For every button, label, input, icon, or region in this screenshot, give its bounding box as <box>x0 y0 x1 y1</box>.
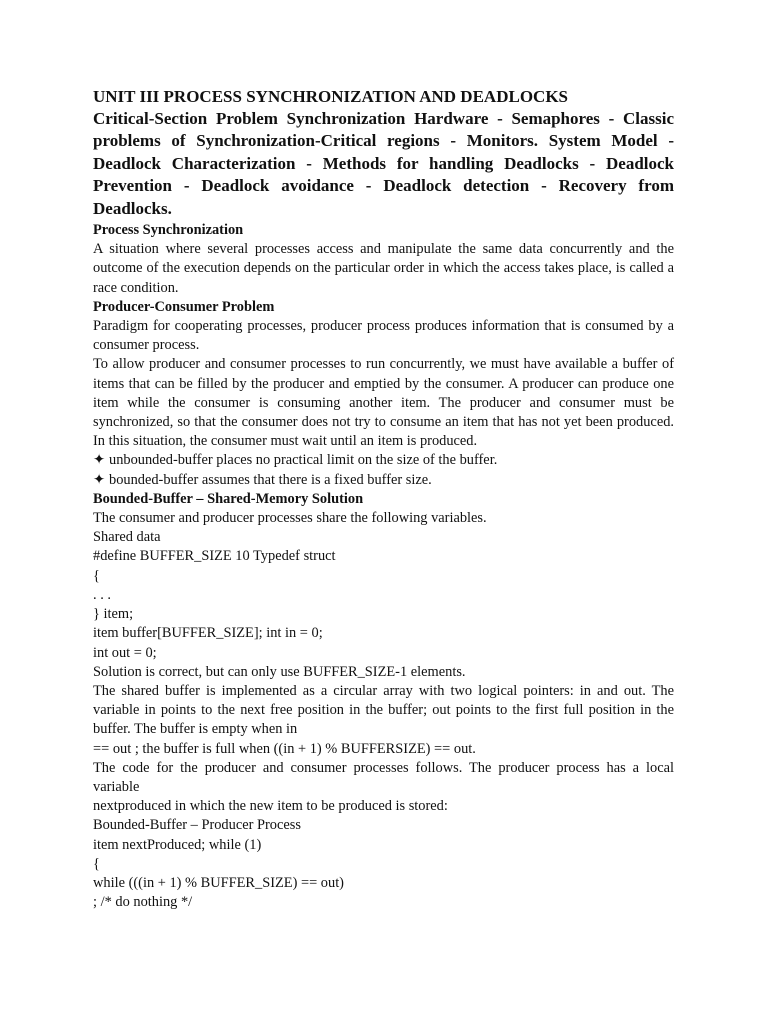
text-line: == out ; the buffer is full when ((in + 1) % BUFFERSIZE) == out. <box>93 740 476 757</box>
bullet-text: unbounded-buffer places no practical limit on the size of the buffer. <box>109 452 498 469</box>
bullet-bounded <box>93 471 674 490</box>
code-line: int out = 0; <box>93 644 157 661</box>
star-bullet-icon: ✦ <box>93 471 106 488</box>
paragraph-circular-array: The shared buffer is implemented as a circular array with two logical pointers: in and out. The variable in points to the next free position in the buffer; out points to the first full position in the buffer. The buffer is empty when in <box>93 682 674 738</box>
text-line: Bounded-Buffer – Producer Process <box>93 817 301 834</box>
bullet-unbounded <box>93 451 674 470</box>
code-line: ; /* do nothing */ <box>93 894 193 911</box>
paragraph-producer-code: The code for the producer and consumer processes follows. The producer process has a local variable <box>93 759 674 795</box>
code-line: { <box>93 855 100 872</box>
paragraph-concurrency: To allow producer and consumer processes to run concurrently, we must have available a buffer of items that can be filled by the producer and emptied by the consumer. A producer can produce one item while the consumer is consuming another item. The producer and consumer must be synchronized, so that the consumer does not try to consume an item that has not yet been produced. In this situation, the consumer must wait until an item is produced. <box>93 356 674 450</box>
document-page <box>93 86 674 912</box>
code-line: while (((in + 1) % BUFFER_SIZE) == out) <box>93 874 344 891</box>
code-line: #define BUFFER_SIZE 10 Typedef struct <box>93 548 336 565</box>
text-line: The consumer and producer processes share the following variables. <box>93 510 487 527</box>
text-line: nextproduced in which the new item to be produced is stored: <box>93 798 448 815</box>
bullet-text: bounded-buffer assumes that there is a fixed buffer size. <box>109 471 432 488</box>
code-line: { <box>93 567 100 584</box>
paragraph-race-condition: A situation where several processes access and manipulate the same data concurrently and the outcome of the execution depends on the particular order in which the access takes place, is called a race condition. <box>93 241 674 296</box>
code-line: item nextProduced; while (1) <box>93 836 262 853</box>
paragraph-paradigm: Paradigm for cooperating processes, producer process produces information that is consumed by a consumer process. <box>93 318 674 354</box>
code-line: } item; <box>93 606 134 623</box>
text-line: Solution is correct, but can only use BUFFER_SIZE-1 elements. <box>93 663 466 680</box>
unit-topics: Critical-Section Problem Synchronization Hardware - Semaphores - Classic problems of Synchronization-Critical regions - Monitors. System Model - Deadlock Characterization - Methods for handling Deadlocks - Deadlock Prevention - Deadlock avoidance - Deadlock detection - Recovery from Deadlocks. <box>93 109 674 218</box>
unit-title: UNIT III PROCESS SYNCHRONIZATION AND DEADLOCKS <box>93 87 568 106</box>
code-line: . . . <box>93 586 111 603</box>
code-line: item buffer[BUFFER_SIZE]; int in = 0; <box>93 625 323 642</box>
text-line: Shared data <box>93 529 161 546</box>
heading-process-synchronization: Process Synchronization <box>93 222 244 239</box>
heading-bounded-buffer: Bounded-Buffer – Shared-Memory Solution <box>93 490 364 507</box>
heading-producer-consumer: Producer-Consumer Problem <box>93 298 275 315</box>
star-bullet-icon: ✦ <box>93 452 106 469</box>
